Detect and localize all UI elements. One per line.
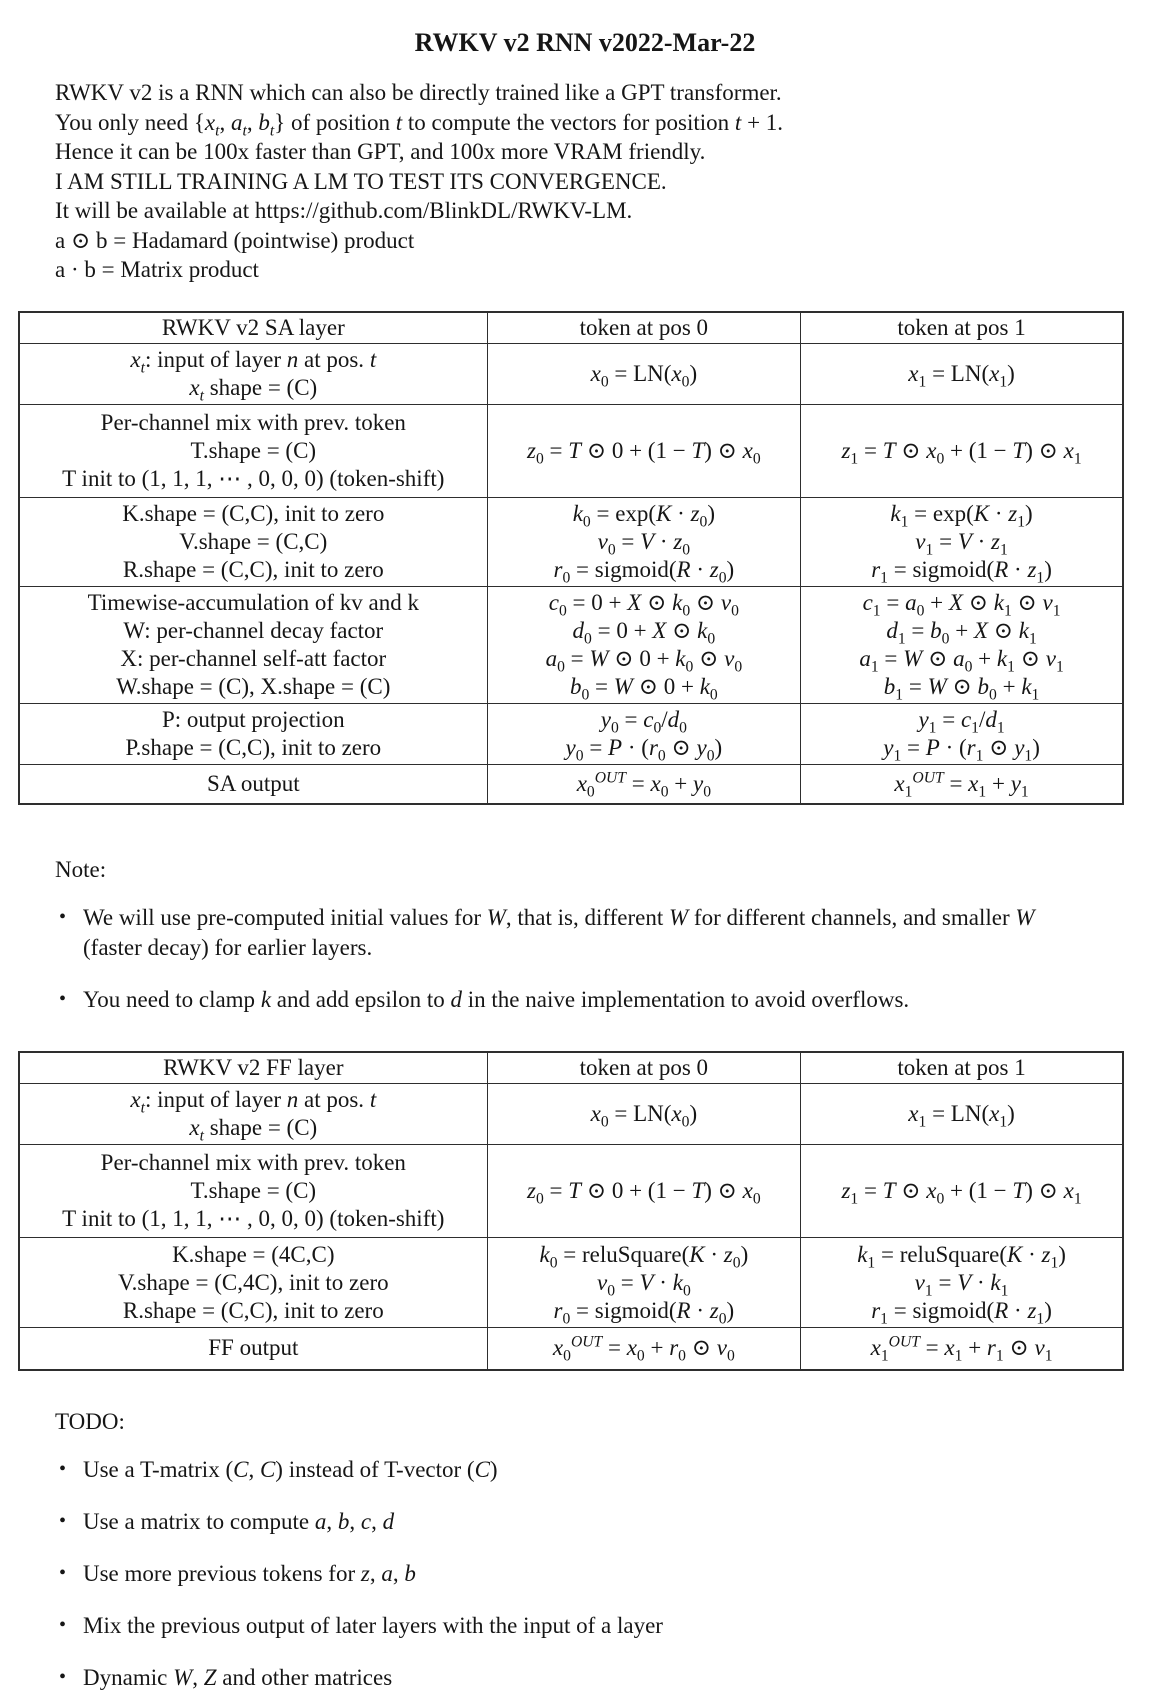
- sa-input-label: $x_t$: input of layer n at pos. t $x_t$ shape = (C): [19, 343, 487, 404]
- ff-kvr-pos1: $k_1$ = reluSquare(K · $z_1$) $v_1 = V \cdot k_1$ $r_1$ = sigmoid(R · $z_1$): [801, 1238, 1123, 1328]
- todo-heading: TODO:: [55, 1408, 125, 1434]
- ff-input-pos1: $x_1 = LN(x_1)$: [801, 1084, 1123, 1145]
- sa-row-output: [19, 764, 1123, 804]
- sa-mix-pos0: $z_0 = T$ ⊙ 0 + (1 − T) ⊙ $x_0$: [487, 404, 801, 497]
- sa-input-pos1: $x_1 = LN(x_1)$: [801, 343, 1123, 404]
- sa-header-pos1: token at pos 1: [801, 312, 1123, 344]
- sa-kvr-pos0: $k_0 = \exp(K \cdot z_0)$ $v_0 = V \cdot z_0$ $r_0$ = sigmoid(R · $z_0$): [487, 497, 801, 586]
- sa-header-row: [19, 312, 1123, 344]
- intro-line-2: You only need {$x_t$, $a_t$, $b_t$} of position t to compute the vectors for position t + 1.: [55, 109, 784, 140]
- sa-kvr-pos1: $k_1 = \exp(K \cdot z_1)$ $v_1 = V \cdot z_1$ $r_1$ = sigmoid(R · $z_1$): [801, 497, 1123, 586]
- ff-output-pos0: $x_0^{OUT} = x_0 + r_0$ ⊙ $v_0$: [487, 1328, 801, 1370]
- sa-output-label: SA output: [19, 764, 487, 804]
- note-bullet-list: [57, 903, 1170, 1015]
- sa-row-kvr: [19, 497, 1123, 586]
- todo-bullet-more-tokens: • Use more previous tokens for z, a, b: [57, 1559, 1062, 1589]
- todo-bullet-dynamic-w: • Dynamic W, Z and other matrices: [57, 1663, 1062, 1693]
- page-title: RWKV v2 RNN v2022-Mar-22: [414, 28, 756, 57]
- ff-header-row: [19, 1052, 1123, 1084]
- note-bullet-precomputed-w: • We will use pre-computed initial values for W, that is, different W for different channels, and smaller W (faster decay) for earlier layers.: [57, 903, 1062, 963]
- ff-input-pos0: $x_0 = LN(x_0)$: [487, 1084, 801, 1145]
- sa-proj-pos0: $y_0 = c_0/d_0$ $y_0 = P \cdot (r_0$ ⊙ $y_0$): [487, 703, 801, 764]
- sa-accum-pos0: $c_0 = 0 + X$ ⊙ $k_0$ ⊙ $v_0$ $d_0 = 0 + X$ ⊙ $k_0$ $a_0 = W$ ⊙ $0 + k_0$ ⊙ $v_0$ $b_0 = W$ ⊙ $0 + k_0$: [487, 586, 801, 703]
- ff-header-layer: RWKV v2 FF layer: [19, 1052, 487, 1084]
- sa-accum-label: Timewise-accumulation of kv and k W: per-channel decay factor X: per-channel self-att factor W.shape = (C), X.shape = (C): [19, 586, 487, 703]
- sa-accum-pos1: $c_1 = a_0 + X$ ⊙ $k_1$ ⊙ $v_1$ $d_1 = b_0 + X$ ⊙ $k_1$ $a_1 = W$ ⊙ $a_0 + k_1$ ⊙ $v_1$ $b_1 = W$ ⊙ $b_0 + k_1$: [801, 586, 1123, 703]
- ff-row-token-mix: [19, 1145, 1123, 1238]
- ff-row-input: [19, 1084, 1123, 1145]
- intro-line-repo-url: It will be available at https://github.com/BlinkDL/RWKV-LM.: [55, 198, 633, 223]
- ff-row-output: [19, 1328, 1123, 1370]
- todo-bullet-t-matrix: • Use a T-matrix (C, C) instead of T-vector (C): [57, 1455, 1062, 1485]
- todo-bullet-mix-layers: • Mix the previous output of later layers with the input of a layer: [57, 1611, 1062, 1641]
- ff-kvr-label: K.shape = (4C,C) V.shape = (C,4C), init to zero R.shape = (C,C), init to zero: [19, 1238, 487, 1328]
- ff-header-pos1: token at pos 1: [801, 1052, 1123, 1084]
- intro-line-1: RWKV v2 is a RNN which can also be directly trained like a GPT transformer.: [55, 80, 782, 105]
- sa-row-input: [19, 343, 1123, 404]
- sa-row-token-mix: [19, 404, 1123, 497]
- sa-output-pos0: $x_0^{OUT} = x_0 + y_0$: [487, 764, 801, 804]
- intro-line-hadamard-def: a ⊙ b = Hadamard (pointwise) product: [55, 227, 415, 253]
- ff-mix-label: Per-channel mix with prev. token T.shape = (C) T init to (1, 1, 1, ⋯ , 0, 0, 0) (token-shift): [19, 1145, 487, 1238]
- todo-bullet-abcd-matrix: • Use a matrix to compute a, b, c, d: [57, 1507, 1062, 1537]
- sa-header-layer: RWKV v2 SA layer: [19, 312, 487, 344]
- ff-layer-table: [18, 1051, 1124, 1371]
- sa-header-pos0: token at pos 0: [487, 312, 801, 344]
- sa-proj-label: P: output projection P.shape = (C,C), init to zero: [19, 703, 487, 764]
- ff-output-pos1: $x_1^{OUT} = x_1 + r_1$ ⊙ $v_1$: [801, 1328, 1123, 1370]
- sa-mix-label: Per-channel mix with prev. token T.shape = (C) T init to (1, 1, 1, ⋯ , 0, 0, 0) (token-shift): [19, 404, 487, 497]
- intro-line-matrix-def: a · b = Matrix product: [55, 257, 259, 282]
- ff-output-label: FF output: [19, 1328, 487, 1370]
- sa-output-pos1: $x_1^{OUT} = x_1 + y_1$: [801, 764, 1123, 804]
- ff-kvr-pos0: $k_0$ = reluSquare(K · $z_0$) $v_0 = V \cdot k_0$ $r_0$ = sigmoid(R · $z_0$): [487, 1238, 801, 1328]
- document-page: [0, 28, 1170, 1703]
- intro-line-4: I AM STILL TRAINING A LM TO TEST ITS CONVERGENCE.: [55, 168, 667, 194]
- ff-header-pos0: token at pos 0: [487, 1052, 801, 1084]
- intro-paragraph: [55, 78, 1170, 285]
- sa-row-accumulation: [19, 586, 1123, 703]
- todo-bullet-list: [57, 1455, 1170, 1693]
- note-heading: Note:: [55, 857, 107, 882]
- sa-row-projection: [19, 703, 1123, 764]
- sa-input-pos0: $x_0 = LN(x_0)$: [487, 343, 801, 404]
- intro-line-3: Hence it can be 100x faster than GPT, and 100x more VRAM friendly.: [55, 139, 706, 164]
- ff-mix-pos0: $z_0 = T$ ⊙ 0 + (1 − T) ⊙ $x_0$: [487, 1145, 801, 1238]
- sa-mix-pos1: $z_1 = T$ ⊙ $x_0 + (1 - T)$ ⊙ $x_1$: [801, 404, 1123, 497]
- ff-mix-pos1: $z_1 = T$ ⊙ $x_0 + (1 - T)$ ⊙ $x_1$: [801, 1145, 1123, 1238]
- sa-proj-pos1: $y_1 = c_1/d_1$ $y_1 = P \cdot (r_1$ ⊙ $y_1$): [801, 703, 1123, 764]
- sa-kvr-label: K.shape = (C,C), init to zero V.shape = (C,C) R.shape = (C,C), init to zero: [19, 497, 487, 586]
- ff-input-label: $x_t$: input of layer n at pos. t $x_t$ shape = (C): [19, 1084, 487, 1145]
- note-bullet-clamp-k: • You need to clamp k and add epsilon to d in the naive implementation to avoid overflows.: [57, 985, 1062, 1015]
- ff-row-kvr: [19, 1238, 1123, 1328]
- sa-layer-table: [18, 311, 1124, 806]
